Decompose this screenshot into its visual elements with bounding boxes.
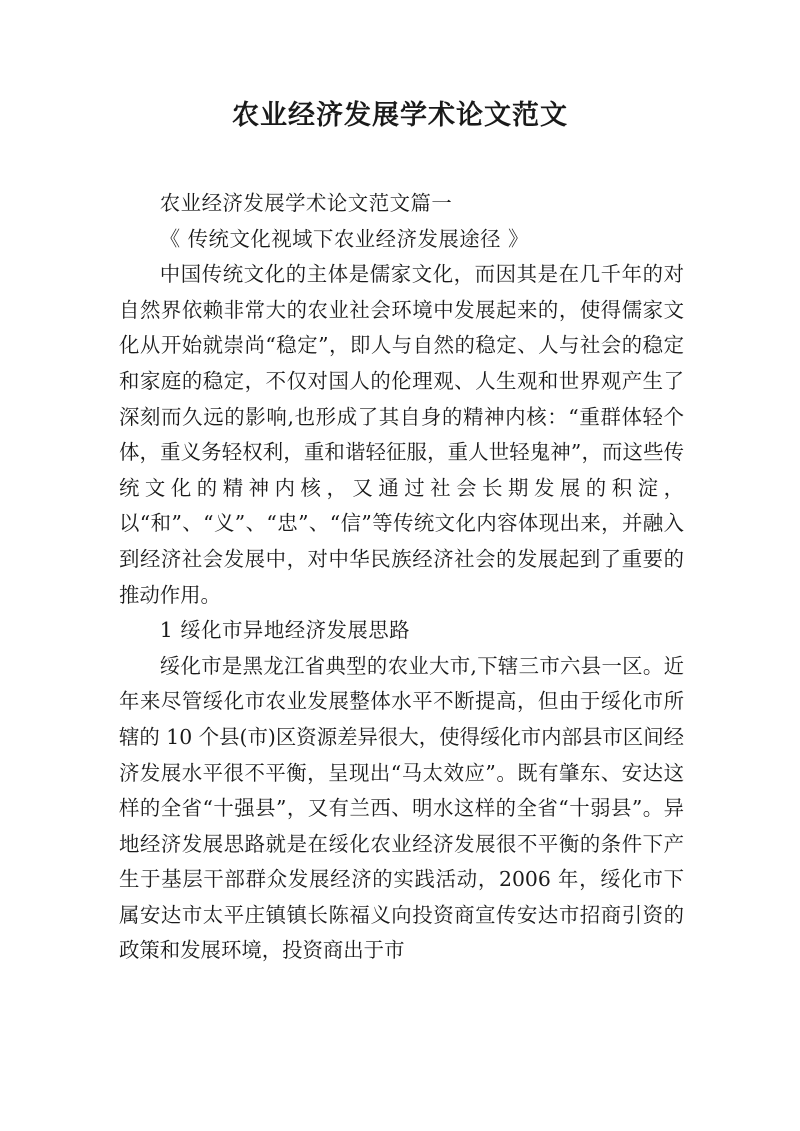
paragraph-2: 绥化市是黑龙江省典型的农业大市,下辖三市六县一区。近年来尽管绥化市农业发展整体水平不断提高，但由于绥化市所辖的 10 个县(市)区资源差异很大，使得绥化市内部县市区间经济发展水平很不平衡，呈现出“马太效应”。既有肇东、安达这样的全省“十强县”，又有兰西、明水这样的全省“十弱县”。异地经济发展思路就是在绥化农业经济发展很不平衡的条件下产生于基层干部群众发展经济的实践活动，2006 年，绥化市下属安达市太平庄镇镇长陈福义向投资商宣传安达市招商引资的政策和发展环境，投资商出于市	[119, 653, 684, 963]
document-body	[119, 186, 684, 969]
section-heading: 1 绥化市异地经济发展思路	[159, 618, 411, 643]
article-title: 《 传统文化视域下农业经济发展途径 》	[159, 226, 529, 251]
article-subtitle: 农业经济发展学术论文范文篇一	[159, 191, 453, 215]
document-title: 农业经济发展学术论文范文	[232, 100, 568, 131]
paragraph-1: 中国传统文化的主体是儒家文化，而因其是在几千年的对自然界依赖非常大的农业社会环境中发展起来的，使得儒家文化从开始就崇尚“稳定”，即人与自然的稳定、人与社会的稳定和家庭的稳定，不仅对国人的伦理观、人生观和世界观产生了深刻而久远的影响,也形成了其自身的精神内核：“重群体轻个体，重义务轻权利，重和谐轻征服，重人世轻鬼神”，而这些传统文化的精神内核，又通过社会长期发展的积淀，以“和”、“义”、“忠”、“信”等传统文化内容体现出来，并融入到经济社会发展中，对中华民族经济社会的发展起到了重要的推动作用。	[119, 262, 684, 607]
